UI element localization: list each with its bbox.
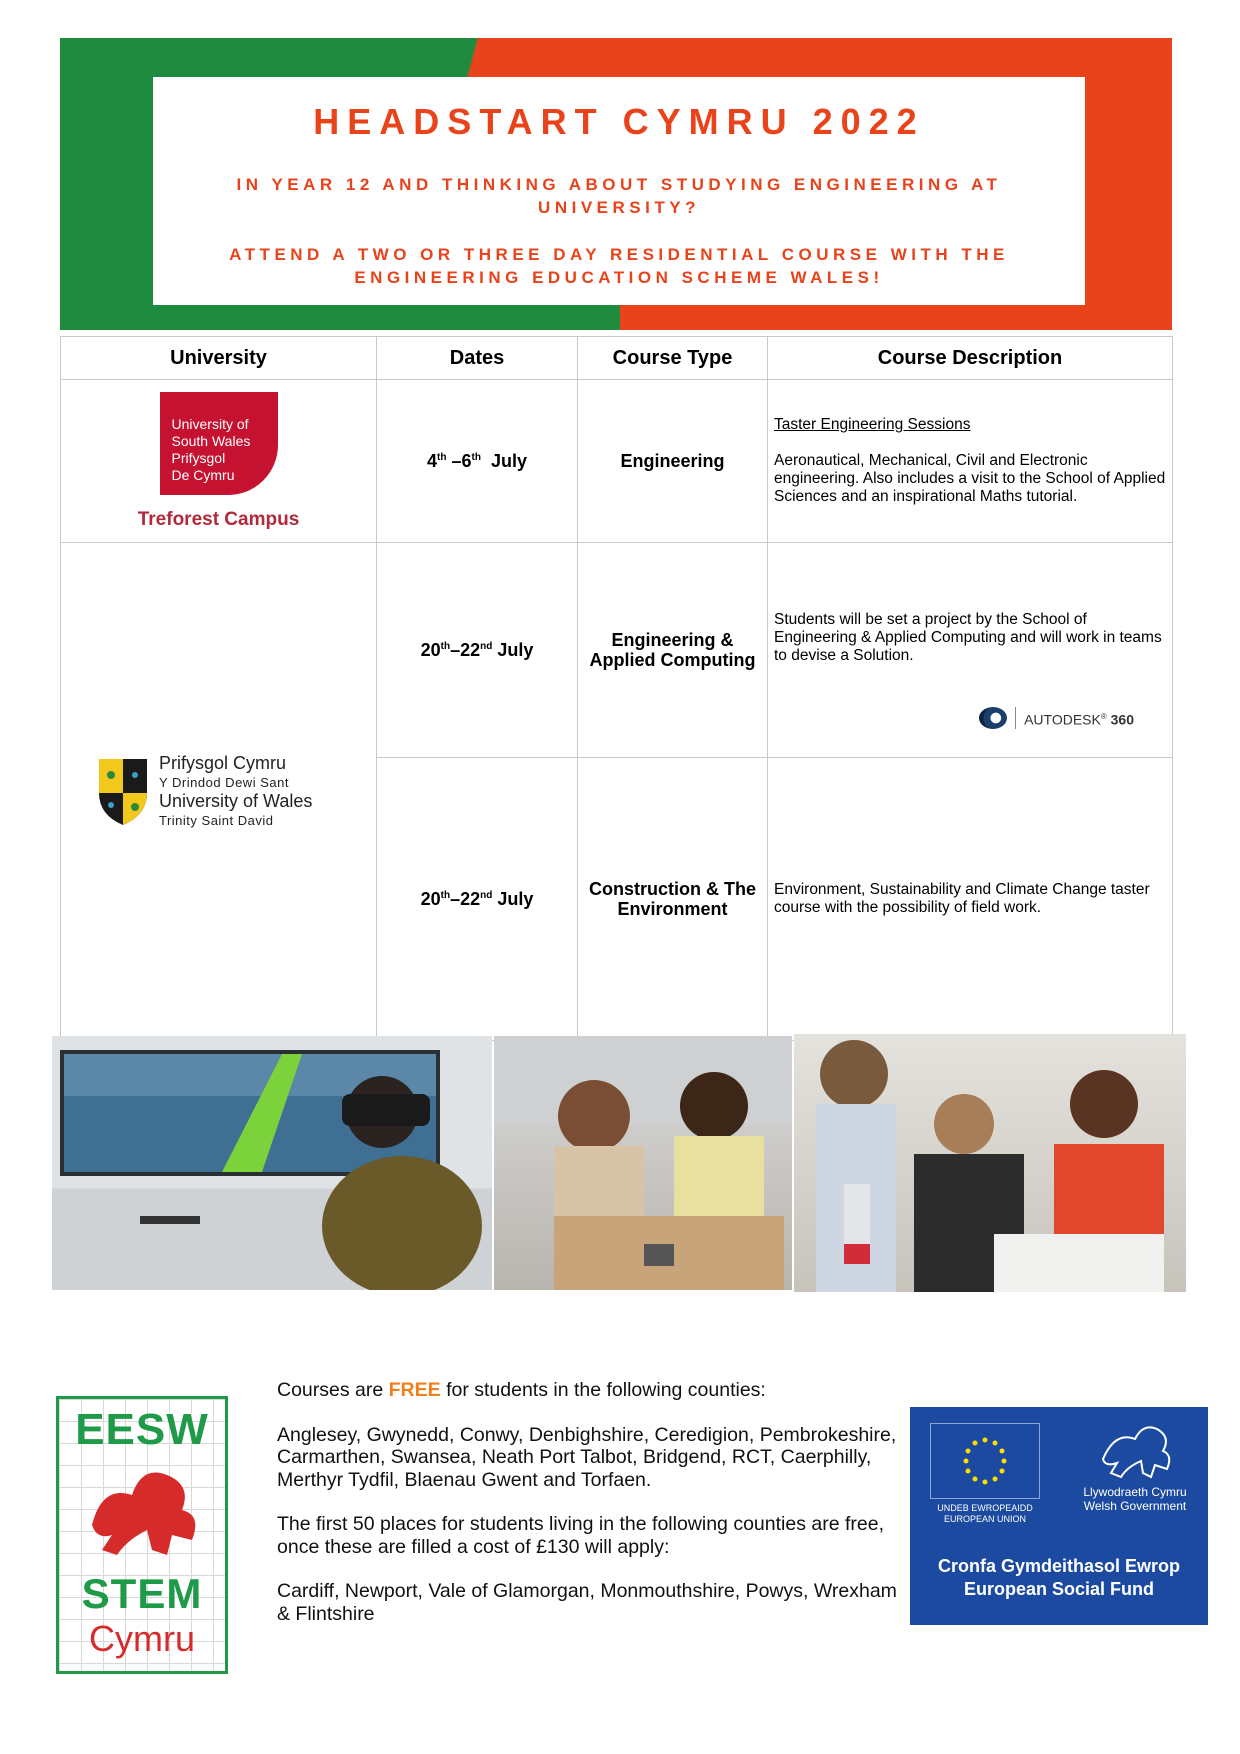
header-banner xyxy=(60,38,1172,330)
date-start-suffix: th xyxy=(437,451,447,463)
date-start: 20 xyxy=(420,888,441,909)
tsd-logo xyxy=(61,754,376,830)
banner-card xyxy=(153,77,1085,305)
header-course-type: Course Type xyxy=(578,337,768,380)
banner-call-to-action: ATTEND A TWO OR THREE DAY RESIDENTIAL COURSE WITH THE ENGINEERING EDUCATION SCHEME WALES! xyxy=(229,245,1009,287)
tsd-name xyxy=(159,754,312,830)
date-end-suffix: nd xyxy=(480,640,493,652)
usw-logo-line: Prifysgol xyxy=(171,449,226,466)
date-start-suffix: th xyxy=(440,889,451,901)
date-start-suffix: th xyxy=(440,640,451,652)
free-statement-suffix: for students in the following counties: xyxy=(440,1379,766,1401)
paid-note: The first 50 places for students living in the following counties are free, once these are filled a cost of £130 will apply: xyxy=(277,1513,884,1558)
welsh-dragon-icon xyxy=(72,1455,212,1565)
welsh-dragon-icon xyxy=(1095,1419,1175,1479)
paid-counties-list: Cardiff, Newport, Vale of Glamorgan, Monmouthshire, Powys, Wrexham & Flintshire xyxy=(277,1580,897,1625)
table-header-row xyxy=(61,337,1173,380)
usw-logo-line: University of xyxy=(171,415,249,432)
tsd-name-english: University of Wales xyxy=(159,790,313,811)
date-end-suffix: nd xyxy=(480,889,493,901)
course-type-cell: Engineering xyxy=(578,380,768,543)
header-dates: Dates xyxy=(377,337,578,380)
free-statement xyxy=(277,1379,907,1402)
description-text: Aeronautical, Mechanical, Civil and Electronic engineering. Also includes a visit to the School of Applied Sciences and an inspirational Maths tutorial. xyxy=(774,452,1166,505)
usw-logo-line: De Cymru xyxy=(171,466,235,483)
registered-mark: ® xyxy=(1100,711,1107,721)
eu-flag-icon xyxy=(930,1423,1040,1499)
date-month: July xyxy=(497,639,534,660)
date-end: 22 xyxy=(460,888,481,909)
autodesk-label xyxy=(1024,708,1134,729)
page-title: HEADSTART CYMRU 2022 xyxy=(313,101,925,142)
usw-logo xyxy=(160,392,278,495)
date-start: 4 xyxy=(427,450,438,471)
esf-name-welsh: Cronfa Gymdeithasol Ewrop xyxy=(937,1556,1181,1576)
description-text: Students will be set a project by the School of Engineering & Applied Computing and will work in teams to devise a Solution. xyxy=(774,611,1162,664)
free-highlight: FREE xyxy=(388,1379,441,1401)
esf-name xyxy=(910,1555,1208,1601)
photo-vr-student xyxy=(52,1036,492,1290)
banner-subtitle: IN YEAR 12 AND THINKING ABOUT STUDYING ENGINEERING AT UNIVERSITY? xyxy=(236,175,1002,217)
course-type-cell: Engineering & Applied Computing xyxy=(578,543,768,758)
cymru-logo-text: Cymru xyxy=(89,1618,195,1659)
usw-campus: Treforest Campus xyxy=(137,508,300,530)
date-month: July xyxy=(497,888,534,909)
dates-cell: 4th –6th July xyxy=(377,380,578,543)
experiment-image xyxy=(794,1034,1186,1292)
dates-cell: 20th–22nd July xyxy=(377,543,578,758)
usw-logo-line: South Wales xyxy=(171,432,251,449)
table-row xyxy=(61,543,1173,758)
course-description-cell xyxy=(768,380,1173,543)
tsd-subname-welsh: Y Drindod Dewi Sant xyxy=(159,774,289,790)
photo-students-robot xyxy=(494,1036,792,1290)
eesw-logo-text: EESW xyxy=(75,1405,209,1454)
description-title: Taster Engineering Sessions xyxy=(774,416,971,433)
wg-label-welsh: Llywodraeth Cymru xyxy=(1083,1485,1187,1499)
shield-icon xyxy=(97,757,149,827)
autodesk-icon xyxy=(979,707,1007,729)
free-counties-list: Anglesey, Gwynedd, Conwy, Denbighshire, Ceredigion, Pembrokeshire, Carmarthen, Swansea, Neath Port Talbot, Bridgend, RCT, Caerphilly, Merthyr Tydfil, Blaenau Gwent and Torfaen. xyxy=(277,1423,897,1491)
date-end: 6 xyxy=(461,450,472,471)
divider xyxy=(1015,707,1016,729)
photo-students-experiment xyxy=(794,1034,1186,1292)
autodesk-brand: AUTODESK xyxy=(1024,711,1101,728)
header-course-description: Course Description xyxy=(768,337,1173,380)
robot-activity-image xyxy=(494,1036,792,1290)
date-end-suffix: th xyxy=(471,451,481,463)
course-type-cell: Construction & The Environment xyxy=(578,758,768,1041)
vr-scene-image xyxy=(52,1036,492,1290)
eu-label: UNDEB EWROPEAIDD EUROPEAN UNION xyxy=(937,1503,1033,1524)
autodesk-logo xyxy=(774,707,1134,729)
university-cell-usw xyxy=(61,380,377,543)
stem-logo-text: STEM xyxy=(81,1570,203,1617)
course-table xyxy=(60,336,1173,1041)
esf-logo xyxy=(910,1407,1208,1625)
header-university: University xyxy=(61,337,377,380)
tsd-name-welsh: Prifysgol Cymru xyxy=(159,752,287,773)
funding-info xyxy=(277,1379,907,1647)
course-description-cell: Environment, Sustainability and Climate Change taster course with the possibility of field work. xyxy=(768,758,1173,1041)
university-cell-tsd xyxy=(61,543,377,1041)
date-month: July xyxy=(490,450,527,471)
dates-cell: 20th–22nd July xyxy=(377,758,578,1041)
welsh-government-label xyxy=(1070,1485,1200,1513)
table-row xyxy=(61,380,1173,543)
wg-label-english: Welsh Government xyxy=(1083,1499,1187,1513)
course-description-cell xyxy=(768,543,1173,758)
date-start: 20 xyxy=(420,639,441,660)
eu-stars-icon xyxy=(931,1424,1039,1498)
esf-name-english: European Social Fund xyxy=(963,1579,1155,1599)
free-statement-prefix: Courses are xyxy=(277,1379,389,1401)
tsd-subname-english: Trinity Saint David xyxy=(159,812,274,828)
eesw-stem-logo xyxy=(56,1396,228,1674)
date-end: 22 xyxy=(460,639,481,660)
autodesk-product: 360 xyxy=(1110,711,1134,728)
